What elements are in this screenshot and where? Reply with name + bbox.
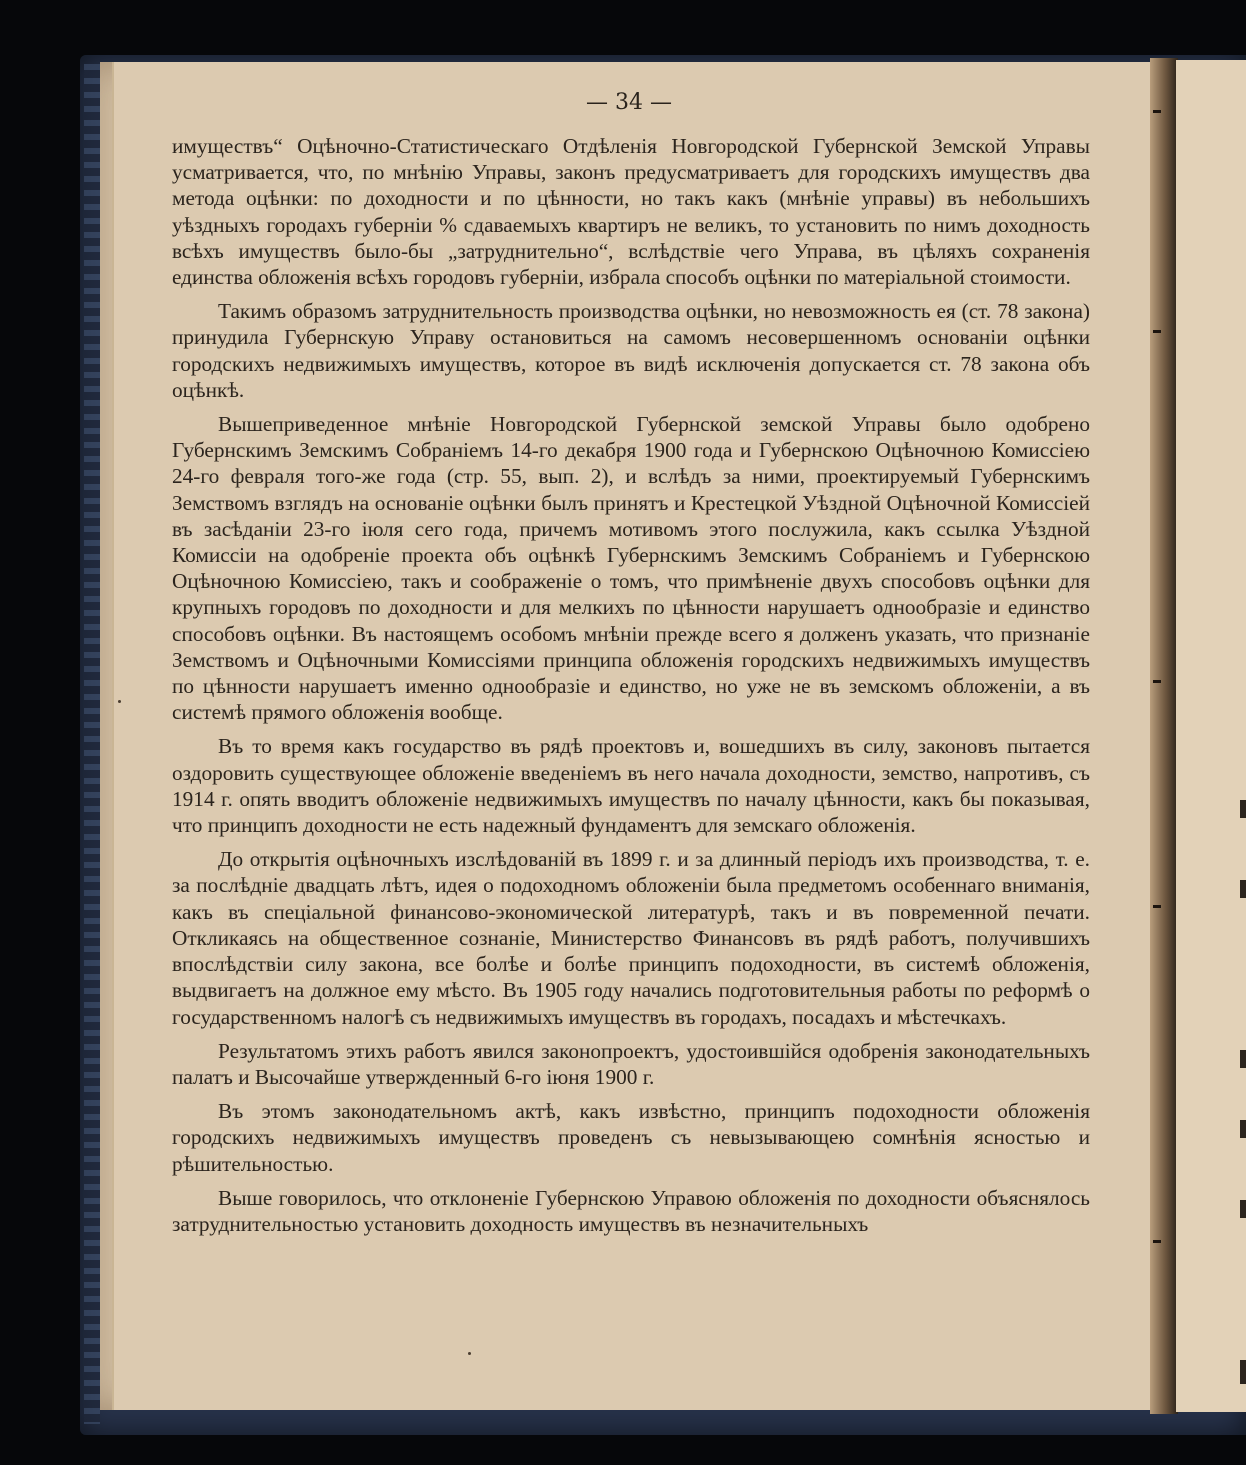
paper-speck (468, 1352, 471, 1355)
right-page-text-fragment (1240, 880, 1246, 898)
paper-speck (118, 700, 121, 703)
binding-stitch (1153, 905, 1161, 908)
right-page-text-fragment (1240, 800, 1246, 818)
paragraph-5: До открытія оцѣночныхъ изслѣдованій въ 1899 г. и за длинный періодъ ихъ производства, т. е. за послѣдніе двадцать лѣтъ, идея о подоходномъ обложеніи была предметомъ особеннаго вниманія, какъ въ спеціальной финансово-экономической литературѣ, такъ и въ повременной печати. Откликаясь на общественное сознаніе, Министерство Финансовъ въ рядѣ работъ, получившихъ впослѣдствіи силу закона, все болѣе и болѣе принципъ подоходности, въ системѣ обложенія, выдвигаетъ на должное ему мѣсто. Въ 1905 году начались подготовительныя работы по реформѣ о государственномъ налогѣ съ недвижимыхъ имуществъ въ городахъ, посадахъ и мѣстечкахъ. (172, 847, 1090, 1029)
paragraph-6: Результатомъ этихъ работъ явился законопроектъ, удостоившійся одобренія законодательныхъ палатъ и Высочайше утвержденный 6-го іюня 1900 г. (172, 1038, 1090, 1089)
binding-stitch (1153, 1240, 1161, 1243)
book-gutter (1150, 58, 1178, 1414)
paragraph-3: Вышеприведенное мнѣніе Новгородской Губернской земской Управы было одобрено Губернскимъ Земскимъ Собраніемъ 14-го декабря 1900 года и Губернскою Оцѣночною Комиссіею 24-го февраля того-же года (стр. 55, вып. 2), и вслѣдъ за ними, проектируемый Губернскимъ Земствомъ взглядъ на основаніе оцѣнки былъ принятъ и Крестецкой Уѣздной Оцѣночной Комиссіей въ засѣданіи 23-го іюля сего года, причемъ мотивомъ этого послужила, какъ ссылка Уѣздной Комиссіи на одобреніе проекта объ оцѣнкѣ Губернскимъ Земскимъ Собраніемъ и Губернскою Оцѣночною Комиссіею, такъ и соображеніе о томъ, что примѣненіе двухъ способовъ оцѣнки для крупныхъ городовъ по доходности и для мелкихъ по цѣнности нарушаетъ однообразіе и единство способовъ оцѣнки. Въ настоящемъ особомъ мнѣніи прежде всего я долженъ указать, что признаніе Земствомъ и Оцѣночными Комиссіями принципа обложенія городскихъ недвижимыхъ имуществъ по цѣнности нарушаетъ именно однообразіе и единство, но уже не въ земскомъ обложеніи, а въ системѣ прямого обложенія вообще. (172, 412, 1090, 725)
binding-stitch (1153, 680, 1161, 683)
page-body-text (172, 133, 1090, 1245)
paragraph-2: Такимъ образомъ затруднительность производства оцѣнки, но невозможность ея (ст. 78 закона) принудила Губернскую Управу остановиться на самомъ несовершенномъ основаніи оцѣнки городскихъ недвижимыхъ имуществъ, которое въ видѣ исключенія допускается ст. 78 закона объ оцѣнкѣ. (172, 299, 1090, 402)
binding-stitch (1153, 330, 1161, 333)
cover-edge (84, 64, 100, 1424)
paragraph-7: Въ этомъ законодательномъ актѣ, какъ извѣстно, принципъ подоходности обложенія городскихъ недвижимыхъ имуществъ проведенъ съ невызывающею сомнѣнія ясностью и рѣшительностью. (172, 1099, 1090, 1176)
right-page-text-fragment (1240, 1050, 1246, 1068)
paragraph-1: имуществъ“ Оцѣночно-Статистическаго Отдѣленія Новгородской Губернской Земской Управы усматривается, что, по мнѣнію Управы, законъ предусматриваетъ для городскихъ имуществъ два метода оцѣнки: по доходности и по цѣнности, но такъ какъ (мнѣніе управы) въ небольшихъ уѣздныхъ городахъ губерніи % сдаваемыхъ квартиръ не великъ, то установить по нимъ доходность всѣхъ имуществъ было-бы „затруднительно“, вслѣдствіе чего Управа, въ цѣляхъ сохраненія единства обложенія всѣхъ городовъ губерніи, избрала способъ оцѣнки по матеріальной стоимости. (172, 134, 1090, 290)
right-page-text-fragment (1240, 1200, 1246, 1218)
right-page-edge (1176, 60, 1246, 1412)
right-page-text-fragment (1240, 1120, 1246, 1138)
page-number: — 34 — (586, 90, 672, 115)
paragraph-4: Въ то время какъ государство въ рядѣ проектовъ и, вошедшихъ въ силу, законовъ пытается оздоровить существующее обложеніе введеніемъ въ него начала доходности, земство, напротивъ, съ 1914 г. опять вводитъ обложеніе недвижимыхъ имуществъ по началу цѣнности, какъ бы показывая, что принципъ доходности не есть надежный фундаментъ для земскаго обложенія. (172, 734, 1090, 838)
right-page-text-fragment (1240, 1360, 1246, 1384)
paragraph-8: Выше говорилось, что отклоненіе Губернскою Управою обложенія по доходности объяснялось затруднительностью установить доходность имуществъ въ незначительныхъ (172, 1185, 1090, 1236)
